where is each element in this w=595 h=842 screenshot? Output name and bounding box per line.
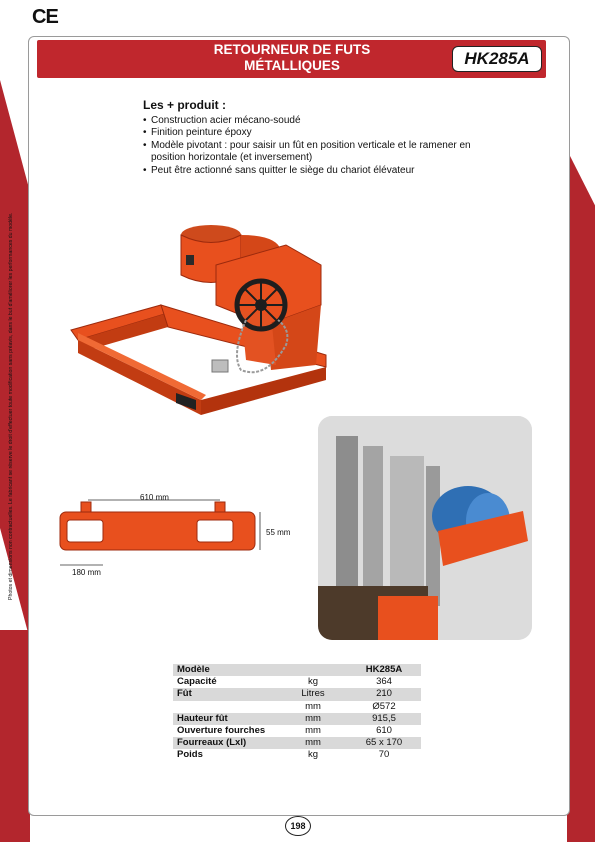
dim-height-label: 55 mm	[266, 528, 291, 537]
table-cell: kg	[307, 676, 319, 688]
page-title	[187, 42, 397, 74]
table-cell: Fût	[173, 688, 279, 700]
table-header-row	[173, 664, 421, 676]
model-badge: HK285A	[452, 46, 542, 72]
table-cell: mm	[305, 725, 321, 737]
side-disclaimer-text: Photos et dimensions non contractuelles. Le fabricant se réserve le droit d'effectuer toute modification sans préavis, dans le but d'améliorer les performances du modèle.	[8, 212, 14, 600]
ce-mark: CE	[32, 6, 58, 28]
dimension-drawing	[55, 490, 305, 580]
table-cell: mm	[305, 700, 321, 712]
table-cell: 364	[376, 676, 392, 688]
table-row	[173, 676, 421, 688]
table-cell: Litres	[279, 688, 347, 700]
usage-photo	[318, 416, 532, 640]
table-cell: mm	[279, 737, 347, 749]
table-cell: Ouverture fourches	[177, 725, 266, 737]
features-list	[143, 115, 473, 178]
usage-photo-image	[318, 416, 532, 640]
product-photo	[66, 195, 346, 435]
table-cell: Poids	[177, 749, 203, 761]
table-cell	[173, 701, 279, 713]
table-cell: 610	[376, 725, 392, 737]
table-header-cell: Modèle	[173, 664, 279, 676]
background-right-band	[567, 150, 595, 842]
table-header-cell	[279, 664, 347, 676]
features-heading: Les + produit :	[143, 98, 227, 112]
table-cell: 210	[347, 688, 421, 700]
dim-offset-label: 180 mm	[72, 568, 101, 577]
table-cell: Ø572	[372, 700, 396, 712]
title-line-1: RETOURNEUR DE FUTS	[213, 42, 371, 57]
title-bar	[37, 40, 546, 78]
table-row	[173, 701, 421, 713]
table-cell: mm	[279, 713, 347, 725]
table-row	[173, 737, 421, 749]
feature-item: • Peut être actionné sans quitter le siège du chariot élévateur	[143, 165, 473, 178]
table-cell: kg	[307, 749, 319, 761]
background-bottom-left-band	[0, 630, 30, 842]
feature-item: • Finition peinture époxy	[143, 127, 473, 140]
table-row	[173, 713, 421, 725]
table-cell: 915,5	[347, 713, 421, 725]
table-cell: Fourreaux (Lxl)	[173, 737, 279, 749]
spec-table	[173, 664, 421, 762]
table-row	[173, 749, 421, 761]
table-cell: 70	[378, 749, 390, 761]
table-cell: Capacité	[177, 676, 217, 688]
page-number: 198	[285, 816, 311, 836]
features-block	[143, 99, 473, 177]
table-header-cell: HK285A	[347, 664, 421, 676]
dim-width-label: 610 mm	[140, 493, 169, 502]
table-cell: 65 x 170	[347, 737, 421, 749]
title-line-2: MÉTALLIQUES	[244, 58, 340, 73]
feature-item: • Construction acier mécano-soudé	[143, 115, 473, 128]
feature-item: • Modèle pivotant : pour saisir un fût en position verticale et le ramener en position horizontale (et inversement)	[143, 140, 473, 165]
background-left-band	[0, 80, 30, 640]
table-row	[173, 725, 421, 737]
table-cell: Hauteur fût	[173, 713, 279, 725]
table-row	[173, 688, 421, 700]
